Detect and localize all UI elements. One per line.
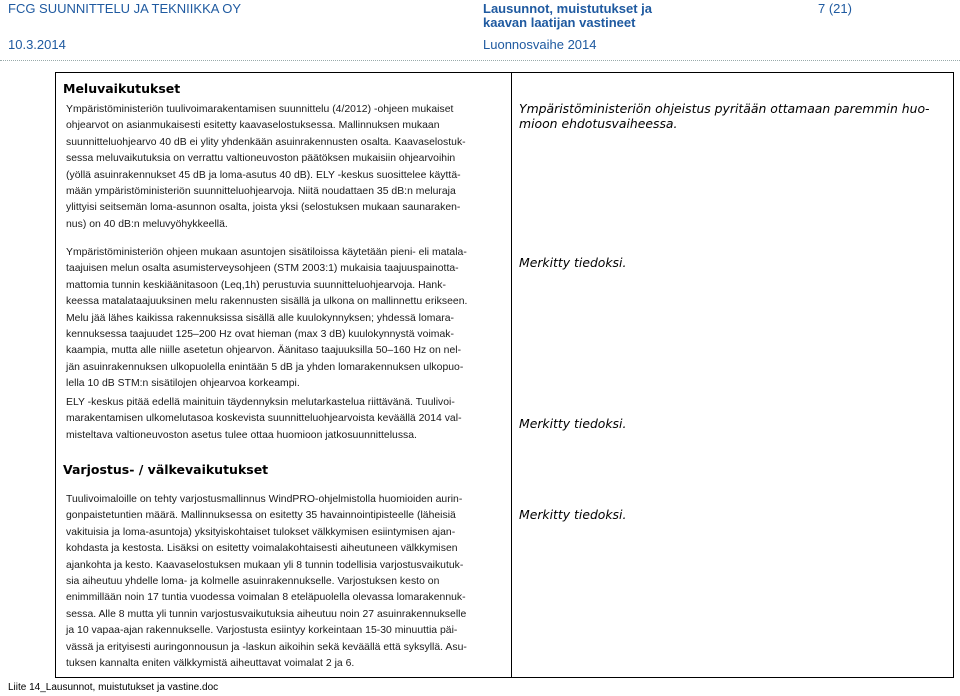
header-document-title-line1: Lausunnot, muistutukset ja xyxy=(483,1,653,16)
response-1: Ympäristöministeriön ohjeistus pyritään ottamaan paremmin huo- mioon ehdotusvaiheessa. xyxy=(519,101,930,131)
header-document-title-line2: kaavan laatijan vastineet xyxy=(483,15,636,30)
statement-quote-1: Ympäristöministeriön tuulivoimarakentamisen suunnittelu (4/2012) -ohjeen mukaiset ohjearvot on asianmukaisesti esitetty kaavaselostuksessa. Mallinnuksen mukaan suunnitteluohjearvo 40 dB ei ylity yhdenkään asuinrakennusten osalta. Kaavaselostuk- sessa meluvaikutuksia on verrattu valtioneuvoston päätöksen mukaisiin ohjearvoihin (yöllä asuinrakennukset 45 dB ja loma-asutus 40 dB). ELY -keskus suosittelee käyttä- mään ympäristöministeriön suunnitteluohjearvoja. Niitä noudattaen 35 dB:n meluraja ylittyisi seitsemän loma-asunnon osalta, joista yksi (selostuksen mukaan saunaraken- nus) on 40 dB:n meluvyöhykkeellä. xyxy=(66,104,466,230)
header-phase: Luonnosvaihe 2014 xyxy=(483,37,597,52)
section-title-shadow-flicker: Varjostus- / välkevaikutukset xyxy=(63,462,269,477)
section-title-noise: Meluvaikutukset xyxy=(63,81,181,96)
response-4: Merkitty tiedoksi. xyxy=(519,507,627,522)
header-divider xyxy=(0,60,960,61)
header-organization: FCG SUUNNITTELU JA TEKNIIKKA OY xyxy=(8,1,242,16)
response-3: Merkitty tiedoksi. xyxy=(519,416,627,431)
page-header xyxy=(0,0,960,62)
response-2: Merkitty tiedoksi. xyxy=(519,255,627,270)
statement-quote-2: Ympäristöministeriön ohjeen mukaan asuntojen sisätiloissa käytetään pieni- eli matala- taajuisen melun osalta asumisterveysohjeen (STM 2003:1) mukaisia taajuuspainotta- mattomia tunnin keskiäänitasoon (Leq,1h) perustuvia suunnitteluohjearvoja. Hank- keessa matalataajuuksinen melu rakennusten sisällä ja ulkona on mallinnettu erikseen. Melu jää lähes kaikissa rakennuksissa sisällä alle kuulokynnyksen; yhdessä lomara- kennuksessa taajuudet 125–200 Hz ovat hieman (max 3 dB) kuulokynnystä voimak- kaampia, mutta alle niille asetetun ohjearvon. Äänitaso taajuuksilla 50–160 Hz on nel- jän asuinrakennuksen ulkopuolella enintään 5 dB ja yhden lomarakennuksen ulkopuo- lella 10 dB STM:n sisätilojen ohjearvoa korkeampi. xyxy=(66,247,468,390)
statement-quote-3: ELY -keskus pitää edellä mainituin täydennyksin melutarkastelua riittävänä. Tuulivoi- marakentamisen ulkomelutasoa koskevista suunnitteluohjearvoista keväällä 2014 val- misteltava valtioneuvoston asetus tulee ottaa huomioon jatkosuunnittelussa. xyxy=(66,397,462,441)
statement-response-table xyxy=(55,72,954,678)
footer-filename: Liite 14_Lausunnot, muistutukset ja vastine.doc xyxy=(8,682,219,693)
header-date: 10.3.2014 xyxy=(8,37,66,52)
column-divider xyxy=(511,73,512,677)
header-page-number: 7 (21) xyxy=(818,1,852,16)
statement-quote-4: Tuulivoimaloille on tehty varjostusmallinnus WindPRO-ohjelmistolla huomioiden aurin- gonpaistetuntien määrä. Mallinnuksessa on esitetty 35 havainnointipisteelle (läheisiä vakituisia ja loma-asuntoja) yksityiskohtaiset tulokset välkkymisen esiintymisen ajan- kohdasta ja kestosta. Lisäksi on esitetty voimalakohtaisesti aiheutuneen välkkymisen ajankohta ja kesto. Kaavaselostuksen mukaan yli 8 tunnin todellisia varjostusvaikutuk- sia aiheutuu yhdelle loma- ja kolmelle asuinrakennukselle. Varjostuksen kesto on enimmillään noin 17 tuntia vuodessa voimalan 8 eteläpuolella olevassa lomarakennuk- sessa. Alle 8 mutta yli tunnin varjostusvaikutuksia aiheutuu noin 27 asuinrakennukselle ja 10 vapaa-ajan rakennukselle. Varjostusta esiintyy korkeintaan 15-30 minuuttia päi- vässä ja erityisesti auringonnousun ja -laskun aikoihin sekä keväällä että syksyllä. Asu- tuksen kannalta eniten välkkymistä aiheuttavat voimalat 2 ja 6. xyxy=(66,494,467,670)
